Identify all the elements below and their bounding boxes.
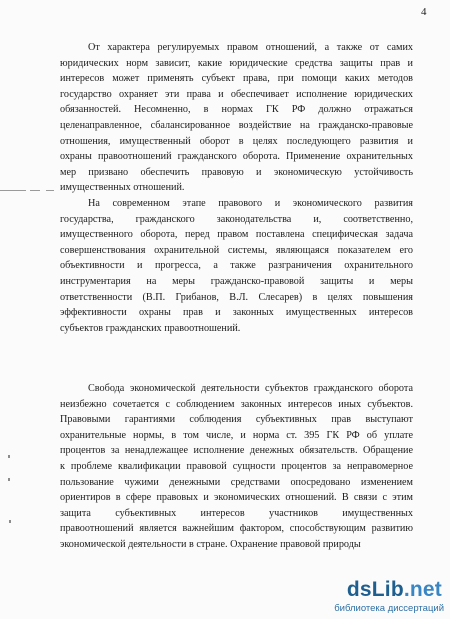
scan-artifact-dot (8, 478, 10, 481)
text-line: отношения, имущественный оборот в целях последующего развития и (60, 135, 413, 147)
text-line: инструментария на меры гражданско-правовой защиты и меры (60, 276, 413, 287)
scan-artifact-dot (8, 455, 10, 458)
text-line: ориентиров в сфере правовых и экономических отношений. В связи с этим (60, 492, 413, 504)
text-line: ответственности (В.П. Грибанов, В.Л. Слесарев) в целях повышения (60, 291, 413, 303)
page-number: 4 (421, 6, 427, 18)
paragraph-first-line: На современном этапе правового и экономического развития (88, 198, 413, 209)
text-line: Правовыми гарантиями соблюдения субъективных прав выступают (60, 414, 413, 426)
paragraph-first-line: Свобода экономической деятельности субъектов гражданского оборота (88, 383, 413, 394)
scan-artifact-line (30, 190, 40, 191)
dslib-tagline: библиотека диссертаций (334, 603, 444, 614)
paragraph-first-line: От характера регулируемых правом отношений, а также от самих (88, 42, 413, 53)
text-line: защита субъективных интересов участников имущественных (60, 507, 413, 519)
text-line: имущественных отношений. (60, 182, 185, 194)
text-line: объективности и прогресса, а также разграничения охранительного (60, 260, 413, 272)
text-line: процентов за ненадлежащее исполнение денежных обязательств. Обращение (60, 445, 413, 457)
dslib-logo: dsLib.net (346, 578, 442, 601)
scan-artifact-line (0, 190, 26, 191)
text-line: мер призвано обеспечить правовую и экономическую устойчивость (60, 166, 413, 178)
text-line: целенаправленное, сбалансированное воздействие на гражданско-правовые (60, 120, 413, 131)
text-line: обязанностей. Несомненно, в нормах ГК РФ должно отражаться (60, 104, 413, 116)
text-line: эффективности охраны прав и законных имущественных интересов (60, 307, 413, 319)
text-line: государство охраняет эти права и обеспечивает исполнение юридических (60, 88, 413, 100)
text-line: субъектов гражданских правоотношений. (60, 322, 241, 334)
text-line: охранительные нормы, в том числе, и норма ст. 395 ГК РФ об уплате (60, 429, 413, 441)
text-line: совершенствования охранительной системы, являющаяся показателем его (60, 244, 413, 256)
scan-artifact-dot (9, 520, 11, 523)
text-line: охраны правоотношений гражданского оборота. Применение охранительных (60, 151, 413, 163)
text-line: имущественного оборота, перед правом поставлена специфическая задача (60, 229, 413, 241)
text-line: правоотношений является важнейшим фактором, способствующим развитию (60, 523, 413, 535)
text-line: юридических норм зависит, какие юридические средства защиты прав и (60, 57, 413, 69)
dslib-watermark (334, 576, 450, 619)
text-line: интересов может применять субъект права, при помощи каких методов (60, 73, 413, 85)
text-line: пользование чужими денежными средствами опосредовано изменением (60, 476, 413, 488)
text-line: неизбежно сочетается с соблюдением законных интересов иных субъектов. (60, 398, 413, 410)
text-line: экономической деятельности в стране. Охранение правовой природы (60, 539, 361, 550)
text-line: к проблеме квалификации правовой сущности процентов за неправомерное (60, 461, 413, 472)
text-line: государства, гражданского законодательства и, соответственно, (60, 213, 413, 225)
scan-artifact-line (46, 190, 54, 191)
